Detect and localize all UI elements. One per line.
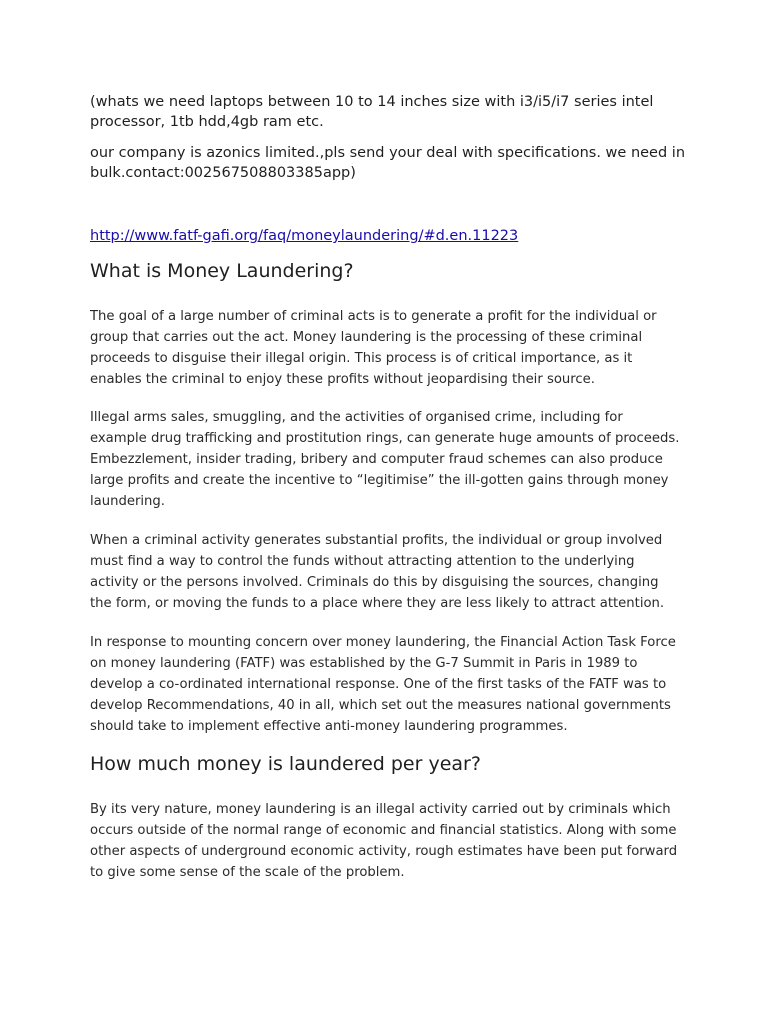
paragraph: Illegal arms sales, smuggling, and the activities of organised crime, including for example drug trafficking and prostitution rings, can generate huge amounts of proceeds. Embezzlement, insider trading, bribery and computer fraud schemes can also produce large profits and create the incentive to “legitimise” the ill-gotten gains through money laundering. — [90, 410, 680, 509]
intro-request-text: (whats we need laptops between 10 to 14 inches size with i3/i5/i7 series intel processor, 1tb hdd,4gb ram etc. — [90, 94, 654, 130]
paragraph: By its very nature, money laundering is an illegal activity carried out by criminals which occurs outside of the normal range of economic and financial statistics. Along with some other aspects of underground economic activity, rough estimates have been put forward to give some sense of the scale of the problem. — [90, 802, 678, 880]
intro-company-text: our company is azonics limited.,pls send your deal with specifications. we need in bulk.contact:002567508803385app) — [90, 145, 686, 181]
paragraph: In response to mounting concern over money laundering, the Financial Action Task Force on money laundering (FATF) was established by the G-7 Summit in Paris in 1989 to develop a co-ordinated international response. One of the first tasks of the FATF was to develop Recommendations, 40 in all, which set out the measures national governments should take to implement effective anti-money laundering programmes. — [90, 635, 676, 734]
paragraph: When a criminal activity generates substantial profits, the individual or group involved must find a way to control the funds without attracting attention to the underlying activity or the persons involved. Criminals do this by disguising the sources, changing the form, or moving the funds to a place where they are less likely to attract attention. — [90, 533, 665, 611]
section-heading-how-much-laundered: How much money is laundered per year? — [90, 753, 481, 775]
section-heading-what-is-money-laundering: What is Money Laundering? — [90, 260, 354, 282]
paragraph: The goal of a large number of criminal acts is to generate a profit for the individual or group that carries out the act. Money laundering is the processing of these criminal proceeds to disguise their illegal origin. This process is of critical importance, as it enables the criminal to enjoy these profits without jeopardising their source. — [90, 309, 657, 387]
fatf-faq-link[interactable]: http://www.fatf-gafi.org/faq/moneylaundering/#d.en.11223 — [90, 228, 519, 244]
